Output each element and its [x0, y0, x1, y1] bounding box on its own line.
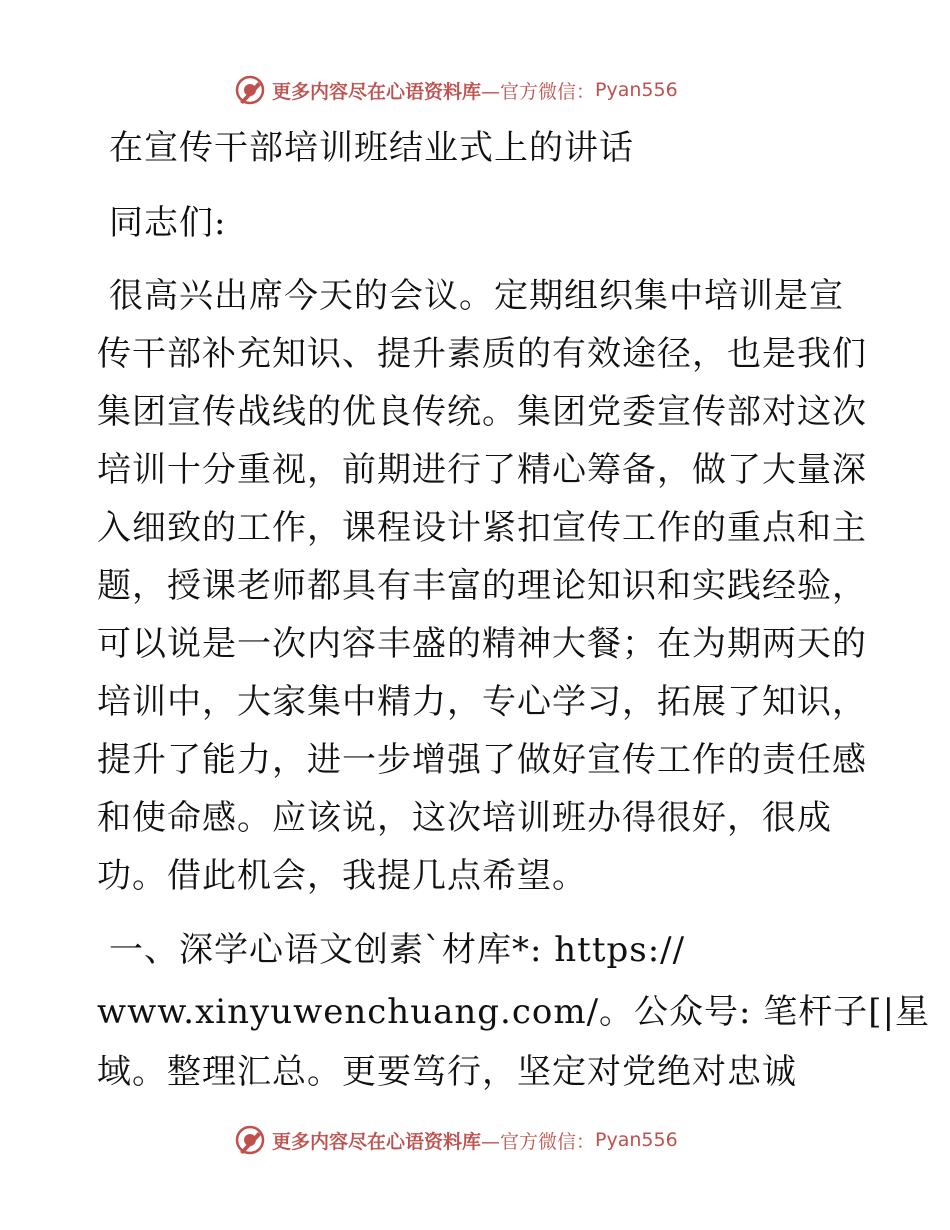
- paragraph-line: 集团宣传战线的优良传统。集团党委宣传部对这次: [97, 392, 867, 432]
- paragraph-line: 传干部补充知识、提升素质的有效途径，也是我们: [97, 334, 867, 374]
- paragraph-line: 和使命感。应该说，这次培训班办得很好，很成: [97, 798, 832, 838]
- paragraph-line: 可以说是一次内容丰盛的精神大餐；在为期两天的: [97, 624, 867, 664]
- section-heading-line: 一、深学心语文创素`材库*: https://: [109, 930, 686, 970]
- watermark-brand: 更多内容尽在心语资料库: [272, 80, 482, 103]
- paragraph-line: 入细致的工作，课程设计紧扣宣传工作的重点和主: [97, 508, 867, 548]
- watermark-label: —官方微信：: [481, 80, 596, 103]
- document-title: 在宣传干部培训班结业式上的讲话: [109, 128, 634, 168]
- greeting: 同志们:: [109, 203, 227, 243]
- paragraph-line: 培训中，大家集中精力，专心学习，拓展了知识，: [97, 682, 867, 722]
- paragraph-line: 域。整理汇总。更要笃行，坚定对党绝对忠诚: [97, 1052, 797, 1092]
- paragraph-line: 提升了能力，进一步增强了做好宣传工作的责任感: [97, 740, 867, 780]
- paragraph-line: 题，授课老师都具有丰富的理论知识和实践经验，: [97, 566, 867, 606]
- watermark-wechat-id: Pyan556: [595, 79, 678, 101]
- pen-logo-icon: [234, 1124, 266, 1156]
- paragraph-line: 功。借此机会，我提几点希望。: [97, 856, 587, 896]
- pen-logo-icon: [234, 74, 266, 106]
- paragraph-line: www.xinyuwenchuang.com/。公众号: 笔杆子[|星: [97, 992, 931, 1032]
- watermark-brand: 更多内容尽在心语资料库: [272, 1130, 482, 1153]
- paragraph-line: 培训十分重视，前期进行了精心筹备，做了大量深: [97, 450, 867, 490]
- header-watermark: [234, 72, 678, 108]
- watermark-wechat-id: Pyan556: [595, 1129, 678, 1151]
- footer-watermark: [234, 1122, 678, 1158]
- watermark-label: —官方微信：: [481, 1130, 596, 1153]
- paragraph-line: 很高兴出席今天的会议。定期组织集中培训是宣: [109, 276, 844, 316]
